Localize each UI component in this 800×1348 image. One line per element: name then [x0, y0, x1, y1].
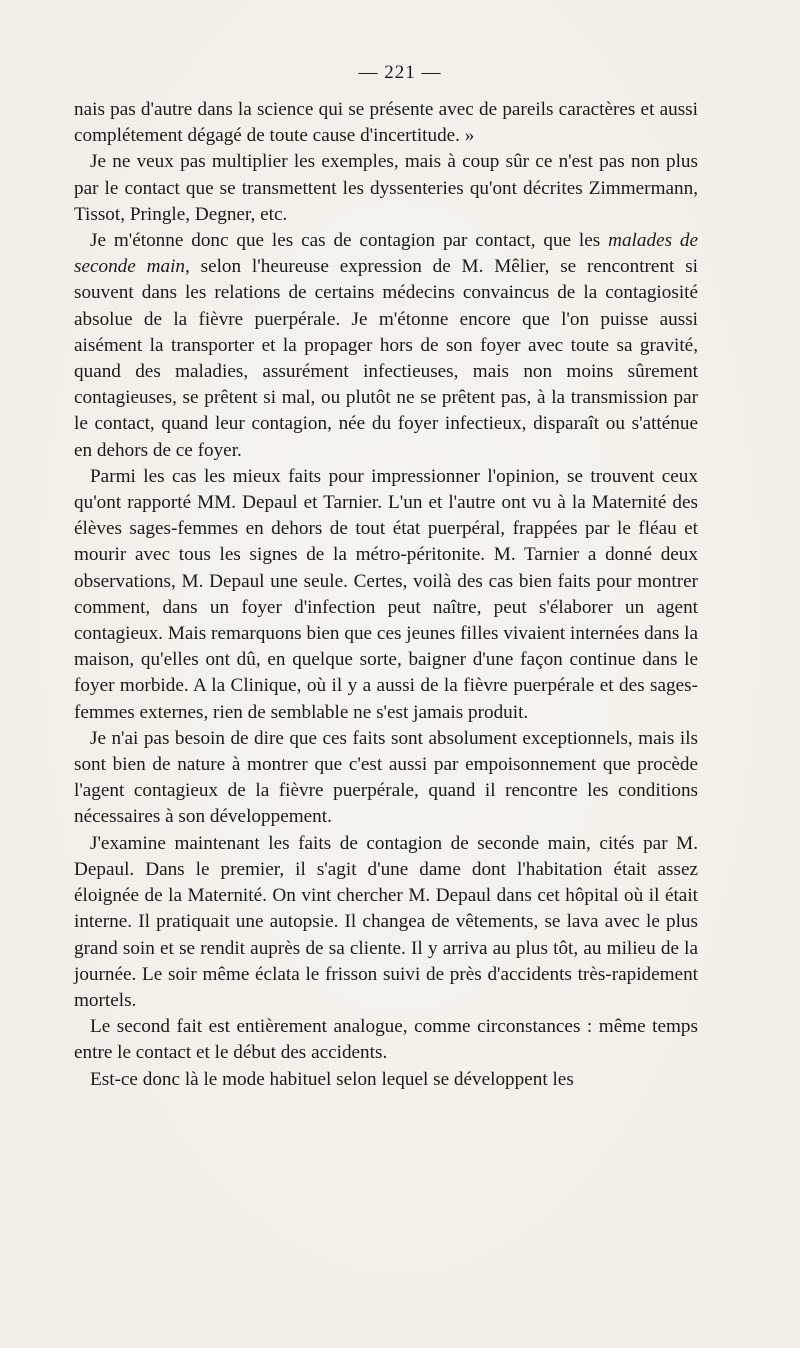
paragraph-5: [74, 726, 698, 831]
paragraph-1: [74, 97, 698, 149]
paragraph-2-text: Je ne veux pas multiplier les exemples, mais à coup sûr ce n'est pas non plus par le contact que se transmettent les dyssenteries qu'ont décrites Zimmermann, Tissot, Pringle, Degner, etc.: [74, 151, 698, 225]
paragraph-4: [74, 464, 698, 726]
paragraph-8: [74, 1067, 698, 1093]
paragraph-3: [74, 228, 698, 464]
paragraph-7: [74, 1014, 698, 1066]
paragraph-5-text: Je n'ai pas besoin de dire que ces faits sont absolument exceptionnels, mais ils sont bien de nature à montrer que c'est aussi par empoisonnement que procède l'agent contagieux de la fièvre puerpérale, quand il rencontre les conditions nécessaires à son développement.: [74, 727, 698, 828]
paragraph-2: [74, 149, 698, 228]
paragraph-3-text-start: Je m'étonne donc que les cas de contagion par contact, que les: [90, 230, 609, 252]
paragraph-6: [74, 831, 698, 1014]
paragraph-3-text-end: selon l'heureuse expression de M. Mêlier, se rencontrent si souvent dans les relations de certains médecins convaincus de la contagiosité absolue de la fièvre puerpérale. Je m'étonne encore que l'on puisse aussi aisément la transporter et la propager hors de son foyer avec toute sa gravité, quand des maladies, assurément infectieuses, mais non moins sûrement contagieuses, se prêtent si mal, ou plutôt ne se prêtent pas, à la transmission par le contact, quand leur contagion, née du foyer infectieux, disparaît ou s'atténue en dehors de ce foyer.: [74, 256, 698, 461]
paragraph-7-text: Le second fait est entièrement analogue, comme circonstances : même temps entre le contact et le début des accidents.: [74, 1016, 698, 1064]
paragraph-3-italic-phrase: malades de seconde main,: [74, 230, 699, 278]
page-body-text: [74, 97, 698, 1093]
paragraph-1-text: nais pas d'autre dans la science qui se présente avec de pareils caractères et aussi complétement dégagé de toute cause d'incertitude. »: [74, 99, 698, 147]
paragraph-8-text: Est-ce donc là le mode habituel selon lequel se développent les: [90, 1068, 574, 1090]
page-number: — 221 —: [358, 62, 442, 83]
paragraph-6-text: J'examine maintenant les faits de contagion de seconde main, cités par M. Depaul. Dans le premier, il s'agit d'une dame dont l'habitation était assez éloignée de la Maternité. On vint chercher M. Depaul dans cet hôpital où il était interne. Il pratiquait une autopsie. Il changea de vêtements, se lava avec le plus grand soin et se rendit auprès de sa cliente. Il y arriva au plus tôt, au milieu de la journée. Le soir même éclata le frisson suivi de près d'accidents très-rapidement mortels.: [74, 832, 698, 1011]
paragraph-4-text: Parmi les cas les mieux faits pour impressionner l'opinion, se trouvent ceux qu'ont rapporté MM. Depaul et Tarnier. L'un et l'autre ont vu à la Maternité des élèves sages-femmes en dehors de tout état puerpéral, frappées par le fléau et mourir avec tous les signes de la métro-péritonite. M. Tarnier a donné deux observations, M. Depaul une seule. Certes, voilà des cas bien faits pour montrer comment, dans un foyer d'infection peut naître, peut s'élaborer un agent contagieux. Mais remarquons bien que ces jeunes filles vivaient internées dans la maison, qu'elles ont dû, en quelque sorte, baigner d'une façon continue dans le foyer morbide. A la Clinique, où il y a aussi de la fièvre puerpérale et des sages-femmes externes, rien de semblable ne s'est jamais produit.: [74, 465, 698, 723]
